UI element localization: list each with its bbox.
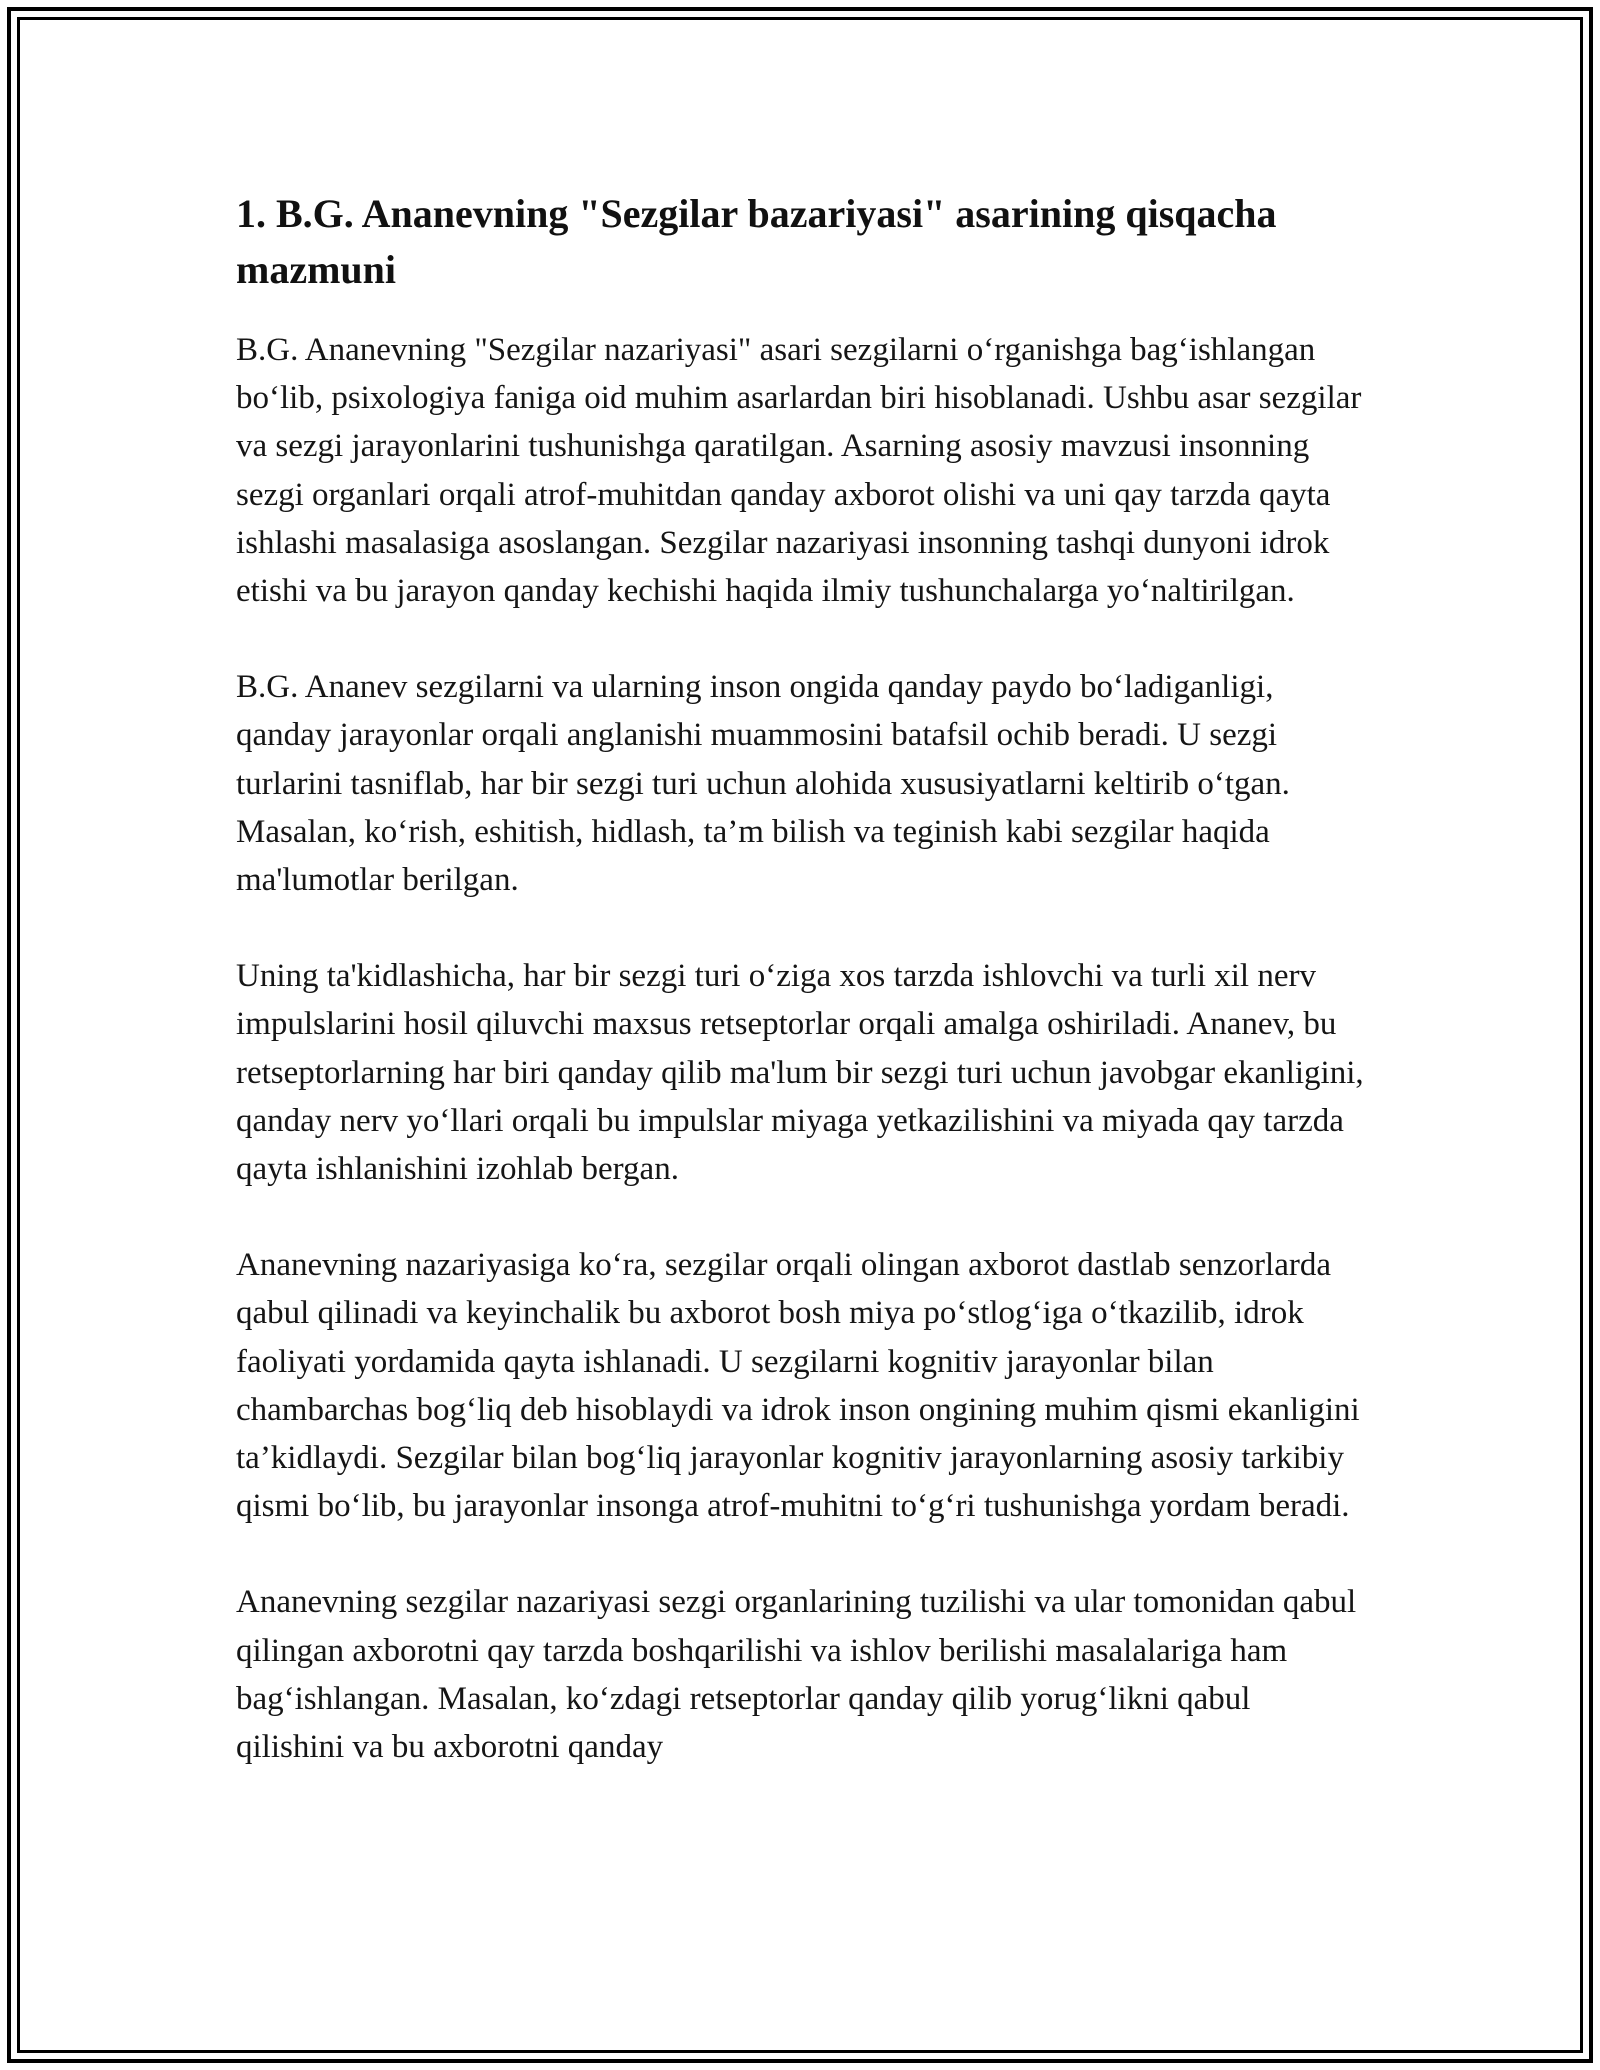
document-title: 1. B.G. Ananevning "Sezgilar bazariyasi" asarining qisqacha mazmuni bbox=[236, 191, 1277, 292]
paragraph-4: Ananevning nazariyasiga ko‘ra, sezgilar orqali olingan axborot dastlab senzorlarda qabul qilinadi va keyinchalik bu axborot bosh miya po‘stlog‘iga o‘tkazilib, idrok faoliyati yordamida qayta ishlanadi. U sezgilarni kognitiv jarayonlar bilan chambarchas bog‘liq deb hisoblaydi va idrok inson ongining muhim qismi ekanligini ta’kidlaydi. Sezgilar bilan bog‘liq jarayonlar kognitiv jarayonlarning asosiy tarkibiy qismi bo‘lib, bu jarayonlar insonga atrof-muhitni to‘g‘ri tushunishga yordam beradi. bbox=[236, 1247, 1360, 1525]
paragraph-5: Ananevning sezgilar nazariyasi sezgi organlarining tuzilishi va ular tomonidan qabul qilingan axborotni qay tarzda boshqarilishi va ishlov berilishi masalalariga ham bag‘ishlangan. Masalan, ko‘zdagi retseptorlar qanday qilib yorug‘likni qabul qilishini va bu axborotni qanday bbox=[236, 1584, 1357, 1766]
paragraph-3: Uning ta'kidlashicha, har bir sezgi turi o‘ziga xos tarzda ishlovchi va turli xil nerv impulslarini hosil qiluvchi maxsus retseptorlar orqali amalga oshiriladi. Ananev, bu retseptorlarning har biri qanday qilib ma'lum bir sezgi turi uchun javobgar ekanligini, qanday nerv yo‘llari orqali bu impulslar miyaga yetkazilishini va miyada qay tarzda qayta ishlanishini izohlab bergan. bbox=[236, 958, 1364, 1188]
paragraph-1: B.G. Ananevning "Sezgilar nazariyasi" asari sezgilarni o‘rganishga bag‘ishlangan bo‘lib, psixologiya faniga oid muhim asarlardan biri hisoblanadi. Ushbu asar sezgilar va sezgi jarayonlarini tushunishga qaratilgan. Asarning asosiy mavzusi insonning sezgi organlari orqali atrof-muhitdan qanday axborot olishi va uni qay tarzda qayta ishlashi masalasiga asoslangan. Sezgilar nazariyasi insonning tashqi dunyoni idrok etishi va bu jarayon qanday kechishi haqida ilmiy tushunchalarga yo‘naltirilgan. bbox=[236, 332, 1362, 610]
paragraph-2: B.G. Ananev sezgilarni va ularning inson ongida qanday paydo bo‘ladiganligi, qanday jarayonlar orqali anglanishi muammosini batafsil ochib beradi. U sezgi turlarini tasniflab, har bir sezgi turi uchun alohida xususiyatlarni keltirib o‘tgan. Masalan, ko‘rish, eshitish, hidlash, ta’m bilish va teginish kabi sezgilar haqida ma'lumotlar berilgan. bbox=[236, 669, 1290, 899]
document-body bbox=[236, 186, 1366, 1819]
